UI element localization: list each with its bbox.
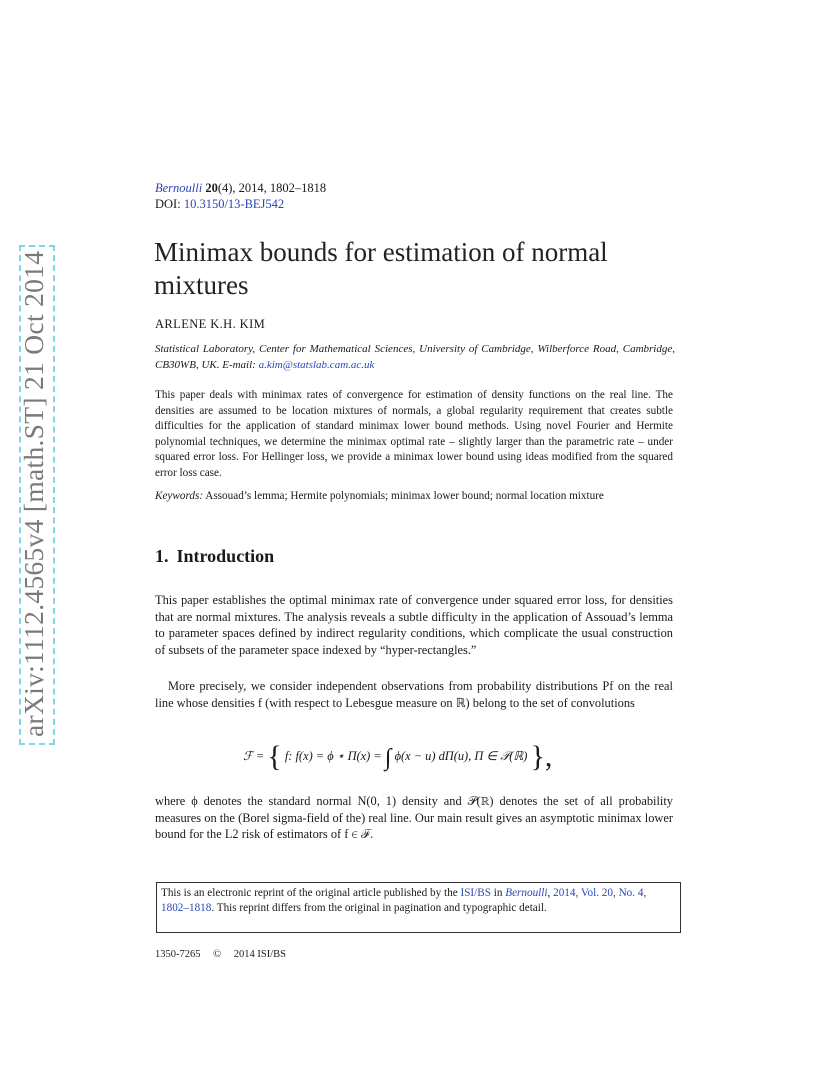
section-heading [155, 546, 274, 567]
journal-name-link[interactable]: Bernoulli [155, 181, 203, 195]
isi-bs-link[interactable]: ISI/BS [460, 887, 491, 899]
equation-body-1: f: f(x) = ϕ ⋆ Π(x) = [284, 749, 382, 763]
keywords [155, 489, 673, 505]
copyright-symbol: © [213, 949, 222, 960]
paragraph-3: where ϕ denotes the standard normal N(0, 1) density and 𝒫(ℝ) denotes the set of all probability measures on the (Borel sigma-field of the) real line. Our main result gives an asymptotic minimax lower bound for the L2 risk of estimators of f ∈ ℱ. [155, 794, 673, 842]
equation-lhs: ℱ = [243, 749, 265, 763]
journal-header [155, 180, 326, 212]
reprint-text-3: , [547, 887, 551, 899]
equation-body-2: ϕ(x − u) dΠ(u), Π ∈ 𝒫(ℝ) [394, 749, 528, 763]
equation-brace-close: }, [530, 740, 553, 773]
reprint-text-1: This is an electronic reprint of the original article published by the [161, 887, 461, 899]
journal-issue: (4), 2014, 1802–1818 [217, 181, 327, 195]
section-title: Introduction [176, 546, 275, 566]
footer [155, 949, 296, 960]
equation-convolution-set [243, 740, 603, 778]
affiliation-text: Statistical Laboratory, Center for Mathematical Sciences, University of Cambridge, Wilberforce Road, Cambridge, CB30WB, UK. E-mail: [155, 343, 675, 371]
paragraph-1: This paper establishes the optimal minimax rate of convergence under squared error loss, for densities that are normal mixtures. The analysis reveals a subtle difficulty in the application of Assouad’s lemma to parameter spaces defined by indirect regularity conditions, which complicate the usual construction of subsets of the parameter space indexed by “hyper-rectangles.” [155, 593, 673, 657]
keywords-text: Assouad’s lemma; Hermite polynomials; minimax lower bound; normal location mixture [205, 490, 604, 502]
equation-integral: ∫ [384, 745, 392, 771]
issn: 1350-7265 [155, 949, 201, 960]
reprint-text-4: . This reprint differs from the original in pagination and typographic detail. [211, 902, 547, 915]
affiliation [155, 341, 675, 373]
equation-brace-open: { [267, 740, 282, 773]
keywords-label: Keywords: [155, 490, 204, 502]
arxiv-identifier[interactable]: arXiv:1112.4565v4 [math.ST] 21 Oct 2014 [18, 250, 49, 737]
abstract: This paper deals with minimax rates of convergence for estimation of density functions on the real line. The densities are assumed to be location mixtures of normals, a global regularity requirement that creates subtle difficulties for the application of standard minimax lower bound methods. Using novel Fourier and Hermite polynomial techniques, we determine the minimax optimal rate – slightly larger than the parametric rate – under squared error loss. For Hellinger loss, we provide a minimax lower bound using ideas modified from the squared error loss case. [155, 389, 673, 479]
reprint-notice [156, 882, 681, 933]
section-number: 1. [155, 546, 169, 566]
email-link[interactable]: a.kim@statslab.cam.ac.uk [258, 359, 375, 371]
doi-link[interactable]: 10.3150/13-BEJ542 [183, 197, 285, 211]
paragraph-2: More precisely, we consider independent observations from probability distributions Pf on the real line whose densities f (with respect to Lebesgue measure on ℝ) belong to the set of convolutions [155, 679, 673, 710]
copyright-text: 2014 ISI/BS [233, 949, 286, 960]
doi-label: DOI: [155, 197, 181, 211]
paper-title: Minimax bounds for estimation of normal mixtures [154, 237, 608, 300]
journal-volume: 20 [205, 181, 218, 195]
author-name: ARLENE K.H. KIM [155, 317, 266, 331]
reprint-text-2: in [490, 887, 506, 899]
citation-link[interactable]: 2014, Vol. 20, No. 4, 1802–1818 [161, 887, 647, 915]
bernoulli-link[interactable]: Bernoulli [505, 887, 548, 899]
